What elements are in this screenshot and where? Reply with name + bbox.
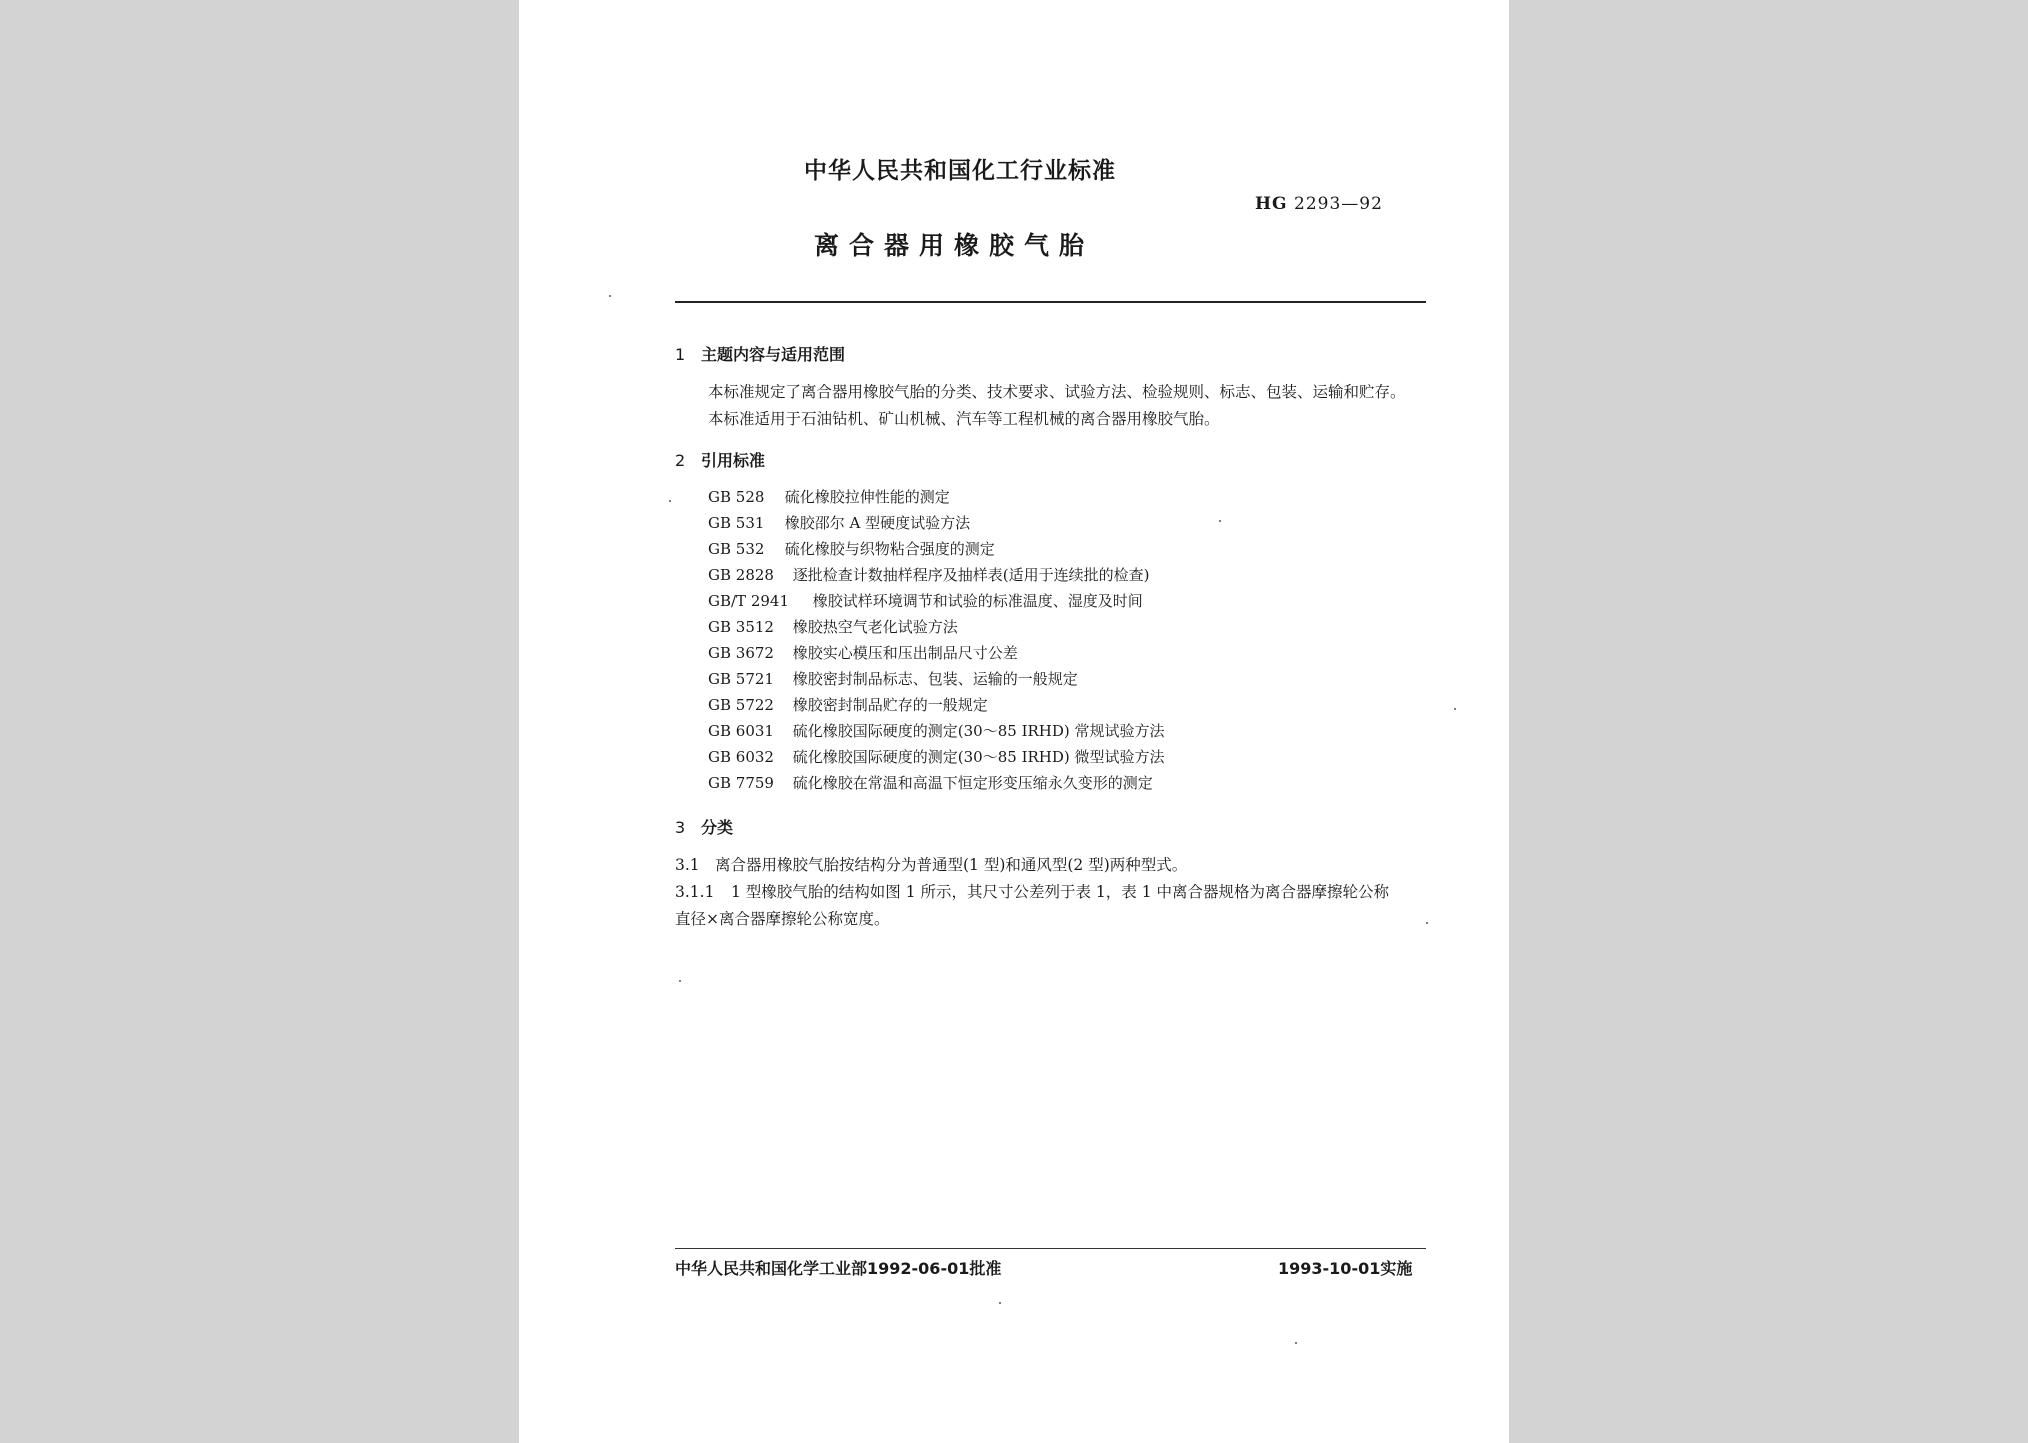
standard-code-prefix: HG — [1255, 194, 1288, 214]
footer-divider — [675, 1248, 1426, 1249]
scan-speck — [669, 500, 671, 502]
reference-title: 逐批检查计数抽样程序及抽样表(适用于连续批的检查) — [792, 566, 1150, 584]
effective-date: 1993-10-01实施 — [1278, 1259, 1413, 1278]
reference-row — [708, 746, 1165, 767]
reference-row — [708, 538, 995, 559]
reference-code: GB 6032 — [708, 748, 774, 766]
reference-code: GB 5722 — [708, 696, 774, 714]
reference-title: 硫化橡胶在常温和高温下恒定形变压缩永久变形的测定 — [792, 774, 1153, 792]
section-title: 引用标准 — [701, 451, 766, 470]
reference-code: GB 532 — [708, 540, 765, 558]
reference-row — [708, 772, 1153, 793]
reference-title: 橡胶试样环境调节和试验的标准温度、湿度及时间 — [812, 592, 1143, 610]
reference-title: 橡胶密封制品标志、包装、运输的一般规定 — [792, 670, 1078, 688]
reference-title: 橡胶实心模压和压出制品尺寸公差 — [792, 644, 1018, 662]
section-3-heading — [675, 815, 733, 838]
section-2-heading — [675, 448, 765, 471]
section-title: 主题内容与适用范围 — [701, 345, 846, 364]
clause-3-1-1-continuation: 直径×离合器摩擦轮公称宽度。 — [675, 910, 890, 928]
reference-code: GB 7759 — [708, 774, 774, 792]
clause-number: 3.1.1 — [675, 883, 715, 901]
standard-code — [1255, 194, 1383, 214]
reference-code: GB 6031 — [708, 722, 774, 740]
scan-speck — [1454, 708, 1456, 710]
scan-speck — [1426, 922, 1428, 924]
reference-title: 硫化橡胶与织物粘合强度的测定 — [784, 540, 995, 558]
clause-text-line-1: 1 型橡胶气胎的结构如图 1 所示，其尺寸公差列于表 1，表 1 中离合器规格为离合器摩擦轮公称 — [731, 883, 1390, 901]
reference-title: 硫化橡胶拉伸性能的测定 — [784, 488, 950, 506]
reference-title: 硫化橡胶国际硬度的测定(30～85 IRHD) 常规试验方法 — [792, 722, 1165, 740]
reference-code: GB 528 — [708, 488, 765, 506]
reference-title: 橡胶邵尔 A 型硬度试验方法 — [784, 514, 971, 532]
reference-row — [708, 616, 958, 637]
reference-title: 橡胶热空气老化试验方法 — [792, 618, 958, 636]
clause-3-1 — [675, 853, 1187, 875]
reference-code: GB 3512 — [708, 618, 774, 636]
reference-title: 橡胶密封制品贮存的一般规定 — [792, 696, 988, 714]
document-title: 离合器用橡胶气胎 — [814, 231, 1095, 260]
clause-3-1-1 — [675, 880, 1389, 902]
header-divider — [675, 301, 1426, 303]
clause-text: 离合器用橡胶气胎按结构分为普通型(1 型)和通风型(2 型)两种型式。 — [715, 856, 1188, 874]
reference-row — [708, 668, 1078, 689]
reference-code: GB 5721 — [708, 670, 774, 688]
reference-code: GB 2828 — [708, 566, 774, 584]
section-title: 分类 — [701, 818, 734, 837]
section-number: 1 — [675, 345, 686, 364]
reference-row — [708, 564, 1150, 585]
section-1-paragraph-2: 本标准适用于石油钻机、矿山机械、汽车等工程机械的离合器用橡胶气胎。 — [708, 410, 1220, 428]
reference-row — [708, 720, 1165, 741]
reference-code: GB 3672 — [708, 644, 774, 662]
reference-row — [708, 512, 970, 533]
scan-speck — [1295, 1342, 1297, 1344]
standard-code-number: 2293—92 — [1294, 194, 1383, 214]
scan-speck — [999, 1302, 1001, 1304]
section-number: 3 — [675, 818, 686, 837]
reference-row — [708, 694, 988, 715]
approval-date: 中华人民共和国化学工业部1992-06-01批准 — [675, 1259, 1002, 1278]
reference-code: GB 531 — [708, 514, 765, 532]
reference-title: 硫化橡胶国际硬度的测定(30～85 IRHD) 微型试验方法 — [792, 748, 1165, 766]
standard-organization: 中华人民共和国化工行业标准 — [804, 158, 1116, 184]
scan-speck — [679, 980, 681, 982]
section-1-paragraph-1: 本标准规定了离合器用橡胶气胎的分类、技术要求、试验方法、检验规则、标志、包装、运输和贮存。 — [708, 383, 1406, 401]
reference-row — [708, 642, 1018, 663]
scan-speck — [609, 295, 611, 297]
document-page — [519, 0, 1509, 1443]
scan-speck — [1219, 520, 1221, 522]
reference-code: GB/T 2941 — [708, 592, 790, 610]
section-1-heading — [675, 342, 845, 365]
reference-row — [708, 486, 950, 507]
reference-row — [708, 590, 1143, 611]
section-number: 2 — [675, 451, 686, 470]
clause-number: 3.1 — [675, 856, 700, 874]
